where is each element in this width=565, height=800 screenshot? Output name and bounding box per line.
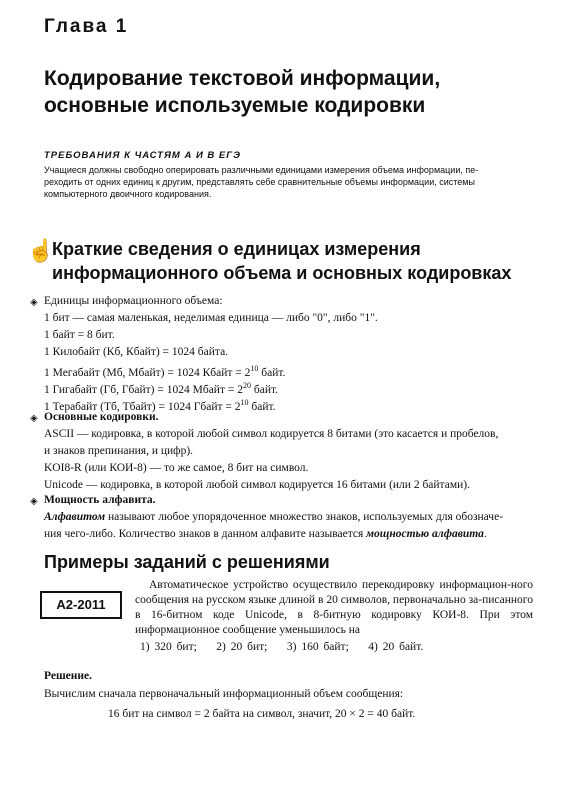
- alphabet-line-2: [44, 526, 487, 542]
- bullet-diamond-icon: ◈: [30, 413, 38, 424]
- requirements-line-2: реходить от одних единиц к другим, представлять себе сравнительные объемы информации, системы: [44, 177, 475, 187]
- requirements-heading: ТРЕБОВАНИЯ К ЧАСТЯМ А И В ЕГЭ: [44, 150, 241, 161]
- alphabet-text-2: ния чего-либо. Количество знаков в данном алфавите называется: [44, 528, 367, 540]
- page-title: [44, 65, 440, 119]
- summary-heading: [52, 237, 511, 285]
- solution-line-2: 16 бит на символ = 2 байта на символ, значит, 20 × 2 = 40 байт.: [108, 708, 416, 720]
- title-line-2: основные используемые кодировки: [44, 94, 426, 117]
- requirements-text: [44, 164, 534, 200]
- alphabet-text-1: называют любое упорядоченное множество знаков, используемых для обозначе-: [105, 511, 504, 523]
- summary-line-1: Краткие сведения о единицах измерения: [52, 239, 421, 259]
- bullet-diamond-icon: ◈: [30, 496, 38, 507]
- title-line-1: Кодирование текстовой информации,: [44, 67, 441, 90]
- encodings-heading: Основные кодировки.: [44, 411, 159, 423]
- examples-heading: Примеры заданий с решениями: [44, 552, 330, 572]
- encoding-ascii-line-1: ASCII — кодировка, в которой любой символ кодируется 8 битами (это касается и пробелов,: [44, 428, 499, 440]
- alphabet-heading: Мощность алфавита.: [44, 494, 156, 506]
- task-answers: 1) 320 бит; 2) 20 бит; 3) 160 байт; 4) 20 байт.: [140, 641, 424, 653]
- alphabet-term: Алфавитом: [44, 511, 106, 523]
- unit-kb: 1 Килобайт (Кб, Кбайт) = 1024 байта.: [44, 346, 229, 358]
- unit-bit: 1 бит — самая маленькая, неделимая единица — либо "0", либо "1".: [44, 312, 378, 324]
- task-text: Автоматическое устройство осуществило перекодировку информацион-ного сообщения на русском языке длиной в 20 символов, первоначально за-писанного в 16-битном коде Unicode, в 8-битную кодировку КОИ-8. При этом информационное сообщение уменьшилось на: [135, 579, 533, 636]
- alphabet-text-end: .: [483, 528, 487, 540]
- alphabet-line-1: [44, 509, 503, 525]
- alphabet-power-term: мощностью алфавита: [366, 528, 484, 540]
- encoding-ascii-line-2: и знаков препинания, и цифр).: [44, 445, 194, 457]
- requirements-line-1: Учащиеся должны свободно оперировать различными единицами измерения объема информации, пе-: [44, 165, 479, 175]
- units-heading: Единицы информационного объема:: [44, 295, 223, 307]
- solution-label: Решение.: [44, 670, 93, 682]
- solution-line-1: Вычислим сначала первоначальный информационный объем сообщения:: [44, 688, 404, 700]
- encoding-unicode: Unicode — кодировка, в которой любой символ кодируется 16 битами (или 2 байтами).: [44, 479, 470, 491]
- unit-mb-exponent: 10: [250, 364, 259, 373]
- encoding-koi8: KOI8-R (или КОИ-8) — то же самое, 8 бит на символ.: [44, 462, 309, 474]
- unit-gb-text: 1 Гигабайт (Гб, Гбайт) = 1024 Мбайт = 2: [44, 383, 243, 396]
- unit-mb-text: 1 Мегабайт (Мб, Мбайт) = 1024 Кбайт = 2: [44, 366, 251, 379]
- task-label-box: А2-2011: [40, 591, 122, 619]
- unit-tb-suffix: байт.: [248, 400, 276, 413]
- unit-gb-exponent: 20: [242, 381, 251, 390]
- unit-gb-suffix: байт.: [250, 383, 279, 396]
- summary-line-2: информационного объема и основных кодировках: [52, 263, 512, 283]
- unit-tb-exponent: 10: [240, 398, 249, 407]
- chapter-title: Глава 1: [44, 16, 129, 37]
- unit-tb-text: 1 Терабайт (Тб, Тбайт) = 1024 Гбайт = 2: [44, 400, 241, 413]
- requirements-line-3: компьютерного двоичного кодирования.: [44, 189, 212, 199]
- bullet-diamond-icon: ◈: [30, 297, 38, 308]
- unit-byte: 1 байт = 8 бит.: [44, 329, 115, 341]
- pointing-hand-icon: ☝: [27, 238, 55, 263]
- unit-mb-suffix: байт.: [258, 366, 286, 379]
